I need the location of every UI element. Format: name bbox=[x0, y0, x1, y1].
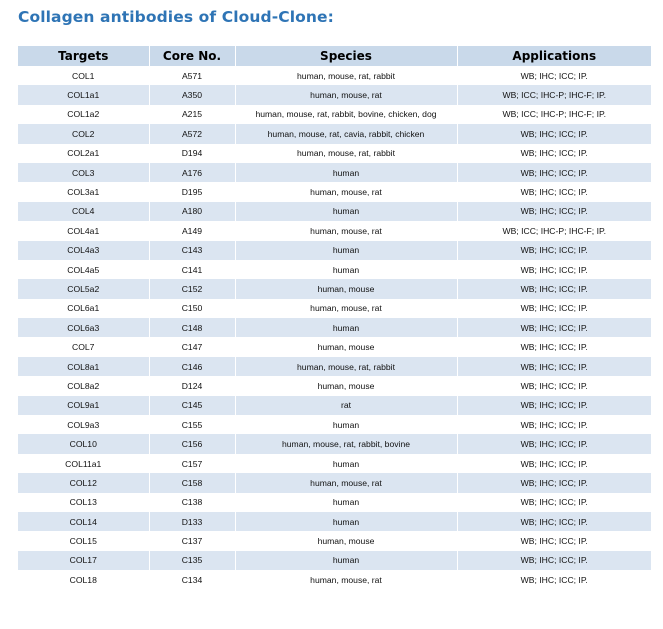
cell-species: human bbox=[235, 551, 457, 570]
cell-species: human bbox=[235, 454, 457, 473]
title-text: Collagen antibodies of Cloud-Clone bbox=[18, 8, 328, 26]
cell-core-no: D133 bbox=[149, 512, 235, 531]
cell-target: COL5a2 bbox=[18, 279, 149, 298]
cell-species: human, mouse, rat bbox=[235, 85, 457, 104]
cell-core-no: C137 bbox=[149, 531, 235, 550]
table-row bbox=[18, 396, 651, 415]
cell-species: human, mouse, rat, rabbit bbox=[235, 357, 457, 376]
cell-applications: WB; IHC; ICC; IP. bbox=[457, 337, 651, 356]
table-row bbox=[18, 551, 651, 570]
cell-core-no: C150 bbox=[149, 299, 235, 318]
cell-applications: WB; IHC; ICC; IP. bbox=[457, 415, 651, 434]
table-row bbox=[18, 221, 651, 240]
cell-target: COL12 bbox=[18, 473, 149, 492]
table-row bbox=[18, 105, 651, 124]
cell-target: COL4a5 bbox=[18, 260, 149, 279]
cell-species: human, mouse bbox=[235, 337, 457, 356]
cell-core-no: C146 bbox=[149, 357, 235, 376]
cell-species: human bbox=[235, 163, 457, 182]
cell-species: human, mouse, rat, rabbit bbox=[235, 66, 457, 85]
cell-target: COL4a1 bbox=[18, 221, 149, 240]
table-row bbox=[18, 454, 651, 473]
cell-applications: WB; ICC; IHC-P; IHC-F; IP. bbox=[457, 85, 651, 104]
cell-species: human, mouse, rat, rabbit, bovine bbox=[235, 434, 457, 453]
cell-core-no: C152 bbox=[149, 279, 235, 298]
table-row bbox=[18, 376, 651, 395]
cell-target: COL9a3 bbox=[18, 415, 149, 434]
table-row bbox=[18, 337, 651, 356]
table-row bbox=[18, 85, 651, 104]
cell-applications: WB; IHC; ICC; IP. bbox=[457, 163, 651, 182]
cell-core-no: A572 bbox=[149, 124, 235, 143]
cell-target: COL3a1 bbox=[18, 182, 149, 201]
cell-applications: WB; IHC; ICC; IP. bbox=[457, 551, 651, 570]
cell-species: human bbox=[235, 202, 457, 221]
cell-species: human bbox=[235, 512, 457, 531]
cell-core-no: A180 bbox=[149, 202, 235, 221]
cell-species: human, mouse, rat, rabbit bbox=[235, 144, 457, 163]
cell-core-no: A176 bbox=[149, 163, 235, 182]
cell-applications: WB; IHC; ICC; IP. bbox=[457, 241, 651, 260]
cell-applications: WB; IHC; ICC; IP. bbox=[457, 182, 651, 201]
cell-core-no: D195 bbox=[149, 182, 235, 201]
cell-target: COL8a2 bbox=[18, 376, 149, 395]
cell-target: COL9a1 bbox=[18, 396, 149, 415]
cell-applications: WB; IHC; ICC; IP. bbox=[457, 396, 651, 415]
cell-species: human, mouse, rat bbox=[235, 570, 457, 589]
table-header bbox=[18, 46, 651, 66]
cell-target: COL11a1 bbox=[18, 454, 149, 473]
table-row bbox=[18, 260, 651, 279]
table-body bbox=[18, 66, 651, 590]
cell-species: human, mouse, rat bbox=[235, 299, 457, 318]
cell-applications: WB; IHC; ICC; IP. bbox=[457, 531, 651, 550]
table-row bbox=[18, 66, 651, 85]
cell-applications: WB; ICC; IHC-P; IHC-F; IP. bbox=[457, 221, 651, 240]
cell-core-no: C148 bbox=[149, 318, 235, 337]
cell-applications: WB; IHC; ICC; IP. bbox=[457, 473, 651, 492]
cell-core-no: C135 bbox=[149, 551, 235, 570]
table-row bbox=[18, 202, 651, 221]
cell-species: human, mouse bbox=[235, 279, 457, 298]
table-row bbox=[18, 570, 651, 589]
cell-species: human bbox=[235, 318, 457, 337]
table-row bbox=[18, 318, 651, 337]
cell-core-no: C157 bbox=[149, 454, 235, 473]
cell-core-no: C143 bbox=[149, 241, 235, 260]
cell-core-no: A149 bbox=[149, 221, 235, 240]
cell-core-no: A350 bbox=[149, 85, 235, 104]
cell-target: COL10 bbox=[18, 434, 149, 453]
cell-applications: WB; IHC; ICC; IP. bbox=[457, 279, 651, 298]
cell-species: human, mouse, rat bbox=[235, 182, 457, 201]
cell-target: COL6a1 bbox=[18, 299, 149, 318]
cell-target: COL13 bbox=[18, 493, 149, 512]
table-row bbox=[18, 163, 651, 182]
cell-target: COL2 bbox=[18, 124, 149, 143]
cell-core-no: C134 bbox=[149, 570, 235, 589]
cell-species: human bbox=[235, 415, 457, 434]
cell-target: COL4a3 bbox=[18, 241, 149, 260]
cell-core-no: C156 bbox=[149, 434, 235, 453]
cell-species: human, mouse, rat bbox=[235, 221, 457, 240]
cell-species: human, mouse, rat, cavia, rabbit, chicken bbox=[235, 124, 457, 143]
title-suffix: : bbox=[327, 8, 334, 26]
table-row bbox=[18, 512, 651, 531]
cell-applications: WB; IHC; ICC; IP. bbox=[457, 202, 651, 221]
table-row bbox=[18, 357, 651, 376]
cell-species: human bbox=[235, 493, 457, 512]
table-row bbox=[18, 241, 651, 260]
header-applications: Applications bbox=[457, 46, 651, 66]
table-row bbox=[18, 279, 651, 298]
cell-species: human bbox=[235, 260, 457, 279]
cell-species: rat bbox=[235, 396, 457, 415]
table-row bbox=[18, 493, 651, 512]
cell-applications: WB; IHC; ICC; IP. bbox=[457, 357, 651, 376]
cell-core-no: C141 bbox=[149, 260, 235, 279]
cell-core-no: D124 bbox=[149, 376, 235, 395]
cell-core-no: A215 bbox=[149, 105, 235, 124]
cell-core-no: C145 bbox=[149, 396, 235, 415]
table-row bbox=[18, 144, 651, 163]
cell-applications: WB; IHC; ICC; IP. bbox=[457, 124, 651, 143]
table-row bbox=[18, 124, 651, 143]
header-core-no: Core No. bbox=[149, 46, 235, 66]
cell-target: COL17 bbox=[18, 551, 149, 570]
cell-applications: WB; IHC; ICC; IP. bbox=[457, 260, 651, 279]
cell-core-no: C138 bbox=[149, 493, 235, 512]
cell-target: COL6a3 bbox=[18, 318, 149, 337]
table-row bbox=[18, 415, 651, 434]
cell-species: human, mouse bbox=[235, 376, 457, 395]
cell-applications: WB; IHC; ICC; IP. bbox=[457, 570, 651, 589]
table-row bbox=[18, 182, 651, 201]
cell-species: human bbox=[235, 241, 457, 260]
cell-core-no: C158 bbox=[149, 473, 235, 492]
cell-applications: WB; IHC; ICC; IP. bbox=[457, 454, 651, 473]
cell-target: COL7 bbox=[18, 337, 149, 356]
table-row bbox=[18, 473, 651, 492]
cell-species: human, mouse, rat, rabbit, bovine, chicken, dog bbox=[235, 105, 457, 124]
cell-core-no: C147 bbox=[149, 337, 235, 356]
header-targets: Targets bbox=[18, 46, 149, 66]
table-row bbox=[18, 434, 651, 453]
cell-target: COL14 bbox=[18, 512, 149, 531]
cell-target: COL1 bbox=[18, 66, 149, 85]
cell-target: COL4 bbox=[18, 202, 149, 221]
cell-species: human, mouse bbox=[235, 531, 457, 550]
cell-target: COL3 bbox=[18, 163, 149, 182]
cell-applications: WB; IHC; ICC; IP. bbox=[457, 318, 651, 337]
cell-core-no: D194 bbox=[149, 144, 235, 163]
header-species: Species bbox=[235, 46, 457, 66]
cell-core-no: A571 bbox=[149, 66, 235, 85]
cell-core-no: C155 bbox=[149, 415, 235, 434]
cell-target: COL2a1 bbox=[18, 144, 149, 163]
page-title bbox=[18, 8, 334, 26]
cell-applications: WB; IHC; ICC; IP. bbox=[457, 512, 651, 531]
cell-applications: WB; IHC; ICC; IP. bbox=[457, 434, 651, 453]
antibody-table bbox=[18, 46, 651, 590]
cell-applications: WB; ICC; IHC-P; IHC-F; IP. bbox=[457, 105, 651, 124]
cell-target: COL1a2 bbox=[18, 105, 149, 124]
table-row bbox=[18, 531, 651, 550]
cell-target: COL8a1 bbox=[18, 357, 149, 376]
cell-applications: WB; IHC; ICC; IP. bbox=[457, 376, 651, 395]
cell-target: COL15 bbox=[18, 531, 149, 550]
cell-target: COL18 bbox=[18, 570, 149, 589]
cell-applications: WB; IHC; ICC; IP. bbox=[457, 493, 651, 512]
cell-target: COL1a1 bbox=[18, 85, 149, 104]
cell-species: human, mouse, rat bbox=[235, 473, 457, 492]
cell-applications: WB; IHC; ICC; IP. bbox=[457, 66, 651, 85]
cell-applications: WB; IHC; ICC; IP. bbox=[457, 144, 651, 163]
cell-applications: WB; IHC; ICC; IP. bbox=[457, 299, 651, 318]
header-row bbox=[18, 46, 651, 66]
table-row bbox=[18, 299, 651, 318]
